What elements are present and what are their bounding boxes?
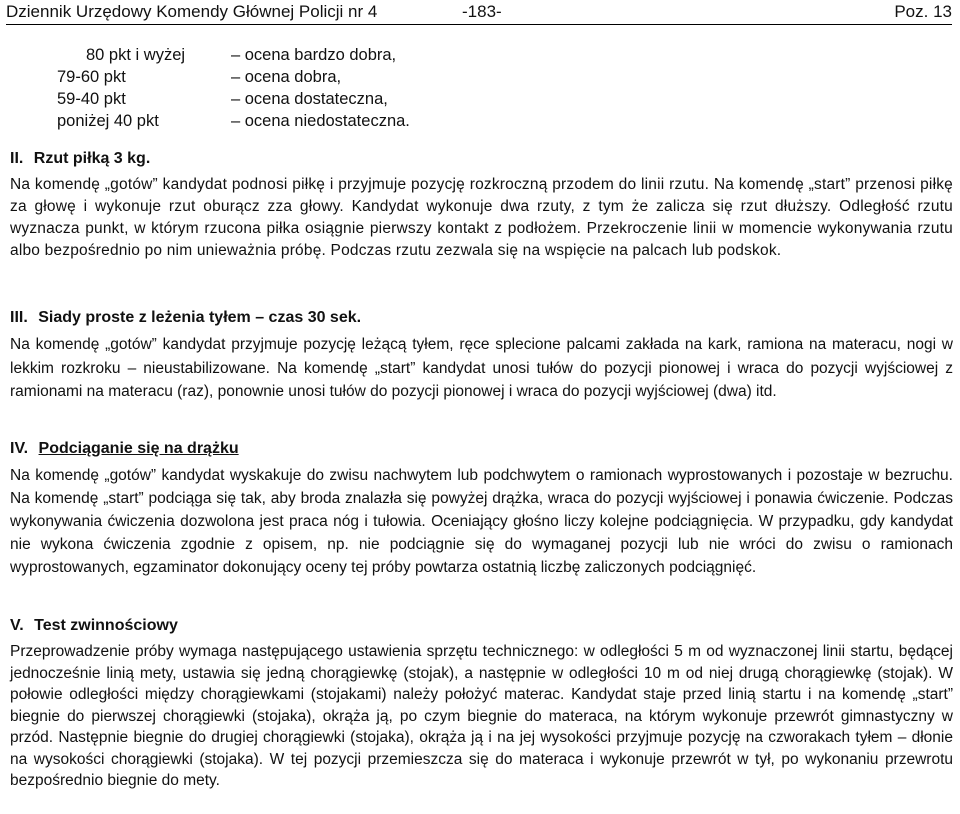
position-number: Poz. 13 — [894, 2, 952, 21]
section-title: Siady proste z leżenia tyłem – czas 30 sek. — [38, 309, 362, 326]
grading-range: 80 pkt i wyżej — [86, 46, 186, 64]
section-title: Test zwinnościowy — [34, 617, 178, 634]
grading-range: 59-40 pkt — [57, 90, 126, 108]
section-heading-II — [10, 150, 150, 168]
section-number: III. — [10, 309, 28, 326]
section-heading-IV — [10, 440, 239, 458]
grading-range: 79-60 pkt — [57, 68, 126, 86]
page-number: -183- — [462, 2, 502, 21]
page-header — [6, 2, 952, 25]
section-text: Na komendę „gotów” kandydat wyskakuje do zwisu nachwytem lub podchwytem o ramionach wyprostowanych i pozostaje w bezruchu. Na komendę „start” podciąga się tak, aby broda znalazła się powyżej drążka, wraca do pozycji wyjściowej i ponawia ćwiczenie. Podczas wykonywania ćwiczenia dozwolona jest praca nóg i tułowia. Oceniający głośno liczy kolejne podciągnięcia. W przypadku, gdy kandydat nie wykona ćwiczenia zgodnie z opisem, np. nie podciągnie się do wymaganej pozycji lub nie wróci do zwisu o ramionach wyprostowanych, egzaminator dokonujący oceny tej próby powtarza ostatnią liczbę zaliczonych podciągnięć. — [10, 467, 953, 576]
grading-desc: – ocena dobra, — [231, 68, 342, 86]
grading-desc: – ocena bardzo dobra, — [231, 46, 397, 64]
section-text: Na komendę „gotów” kandydat przyjmuje pozycję leżącą tyłem, ręce splecione palcami zakłada na kark, ramiona na materacu, nogi w lekkim rozkroku – nieustabilizowane. Na komendę „start” kandydat unosi tułów do pozycji pionowej i wraca do pozycji wyjściowej z ramionami na materacu (raz), ponownie unosi tułów do pozycji pionowej i wraca do pozycji wyjściowej (dwa) itd. — [10, 336, 953, 400]
section-heading-III — [10, 309, 361, 327]
section-text: Na komendę „gotów” kandydat podnosi piłkę i przyjmuje pozycję rozkroczną przodem do linii rzutu. Na komendę „start” przenosi piłkę za głowę i wykonuje rzut oburącz zza głowy. Kandydat wykonuje dwa rzuty, z tym że zalicza się rzut dłuższy. Odległość rzutu wyznacza punkt, w którym rzucona piłka osiągnie pierwszy kontakt z podłożem. Przekroczenie linii w momencie wykonywania rzutu albo bezpośrednio po nim unieważnia próbę. Podczas rzutu zezwala się na wspięcie na palcach lub podskok. — [10, 176, 953, 259]
grading-range: poniżej 40 pkt — [57, 112, 159, 130]
section-number: IV. — [10, 440, 29, 457]
section-number: II. — [10, 150, 24, 167]
journal-title: Dziennik Urzędowy Komendy Głównej Policji nr 4 — [6, 2, 378, 21]
grading-desc: – ocena dostateczna, — [231, 90, 388, 108]
section-number: V. — [10, 617, 24, 634]
section-text: Przeprowadzenie próby wymaga następującego ustawienia sprzętu technicznego: w odległości 5 m od wyznaczonej linii startu, będącej jednocześnie linią mety, ustawia się jedną chorągiewkę (stojak), a następnie w odległości 10 m od niej drugą chorągiewkę (stojak). W połowie odległości między chorągiewkami (stojakami) należy położyć materac. Kandydat staje przed linią startu i na komendę „start” biegnie do pierwszej chorągiewki (stojaka), okrąża ją, po czym biegnie do materaca, na którym wykonuje przewrót gimnastyczny w przód. Następnie biegnie do drugiej chorągiewki (stojaka), okrąża ją i na jej wysokości przyjmuje pozycję na czworakach tyłem – dłonie na wysokości chorągiewki (stojaka). W tej pozycji przemieszcza się do materaca i wykonuje przewrót w tył, po wykonaniu przewrotu bezpośrednio biegnie do mety. — [10, 643, 953, 789]
grading-desc: – ocena niedostateczna. — [231, 112, 410, 130]
section-title: Rzut piłką 3 kg. — [33, 150, 151, 167]
section-title: Podciąganie się na drążku — [38, 440, 239, 457]
section-heading-V — [10, 617, 178, 635]
